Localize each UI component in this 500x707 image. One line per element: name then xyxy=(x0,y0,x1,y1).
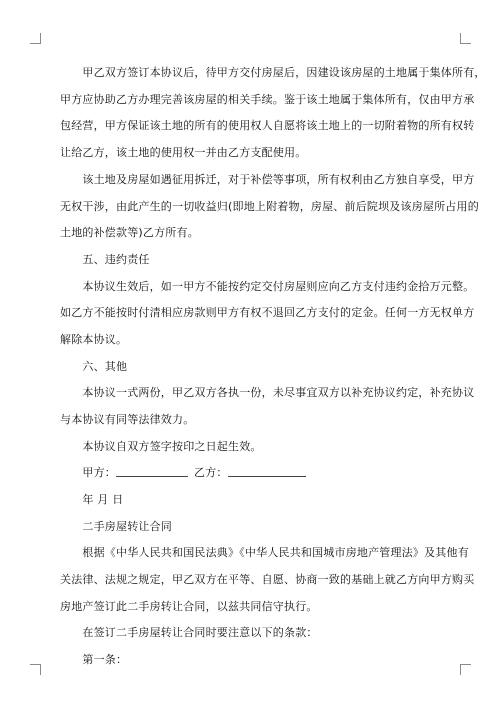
signature-line xyxy=(60,466,306,480)
paragraph-line: 与本协议有同等法律效力。 xyxy=(60,413,195,426)
crop-mark-bottom-left xyxy=(30,664,41,675)
paragraph-line: 让给乙方，该土地的使用权一并由乙方支配使用。 xyxy=(60,146,307,159)
crop-mark-top-left xyxy=(30,33,41,44)
paragraph-line: 根据《中华人民共和国民法典》《中华人民共和国城市房地产管理法》及其他有 xyxy=(60,546,469,559)
clause-heading: 第一条： xyxy=(60,653,128,666)
crop-mark-top-right xyxy=(460,33,471,44)
paragraph-line: 甲乙双方签订本协议后，待甲方交付房屋后，因建设该房屋的土地属于集体所有， xyxy=(60,66,486,79)
paragraph-line: 房地产签订此二手房转让合同，以兹共同信守执行。 xyxy=(60,600,318,613)
section-heading: 五、违约责任 xyxy=(60,253,150,266)
section-heading: 六、其他 xyxy=(60,360,128,373)
paragraph-line: 本协议自双方签字按印之日起生效。 xyxy=(60,440,262,453)
paragraph-line: 在签订二手房屋转让合同时要注意以下的条款： xyxy=(60,626,318,639)
paragraph-line: 土地的补偿款等)乙方所有。 xyxy=(60,226,199,239)
party-a-label: 甲方： xyxy=(60,466,116,479)
party-b-signature-field xyxy=(228,466,306,477)
party-b-label: 乙方： xyxy=(194,466,228,479)
paragraph-line: 如乙方不能按时付清相应房款则甲方有权不退回乙方支付的定金。任何一方无权单方 xyxy=(60,306,475,319)
party-a-signature-field xyxy=(116,466,188,477)
paragraph-line: 无权干涉，由此产生的一切收益归(即地上附着物，房屋、前后院坝及该房屋所占用的 xyxy=(60,200,479,213)
paragraph-line: 甲方应协助乙方办理完善该房屋的相关手续。鉴于该土地属于集体所有，仅由甲方承 xyxy=(60,93,475,106)
date-line: 年 月 日 xyxy=(60,493,124,506)
paragraph-line: 该土地及房屋如遇征用拆迁，对于补偿等事项，所有权利由乙方独自享受，甲方 xyxy=(60,173,475,186)
crop-mark-bottom-right xyxy=(460,664,471,675)
paragraph-line: 本协议一式两份，甲乙双方各执一份，未尽事宜双方以补充协议约定，补充协议 xyxy=(60,386,475,399)
paragraph-line: 包经营，甲方保证该土地的所有的使用权人自愿将该土地上的一切附着物的所有权转 xyxy=(60,119,475,132)
paragraph-line: 解除本协议。 xyxy=(60,333,128,346)
paragraph-line: 本协议生效后，如一甲方不能按约定交付房屋则应向乙方支付违约金拾万元整。 xyxy=(60,280,475,293)
paragraph-line: 关法律、法规之规定，甲乙双方在平等、自愿、协商一致的基础上就乙方向甲方购买 xyxy=(60,573,475,586)
document-title: 二手房屋转让合同 xyxy=(60,520,172,533)
